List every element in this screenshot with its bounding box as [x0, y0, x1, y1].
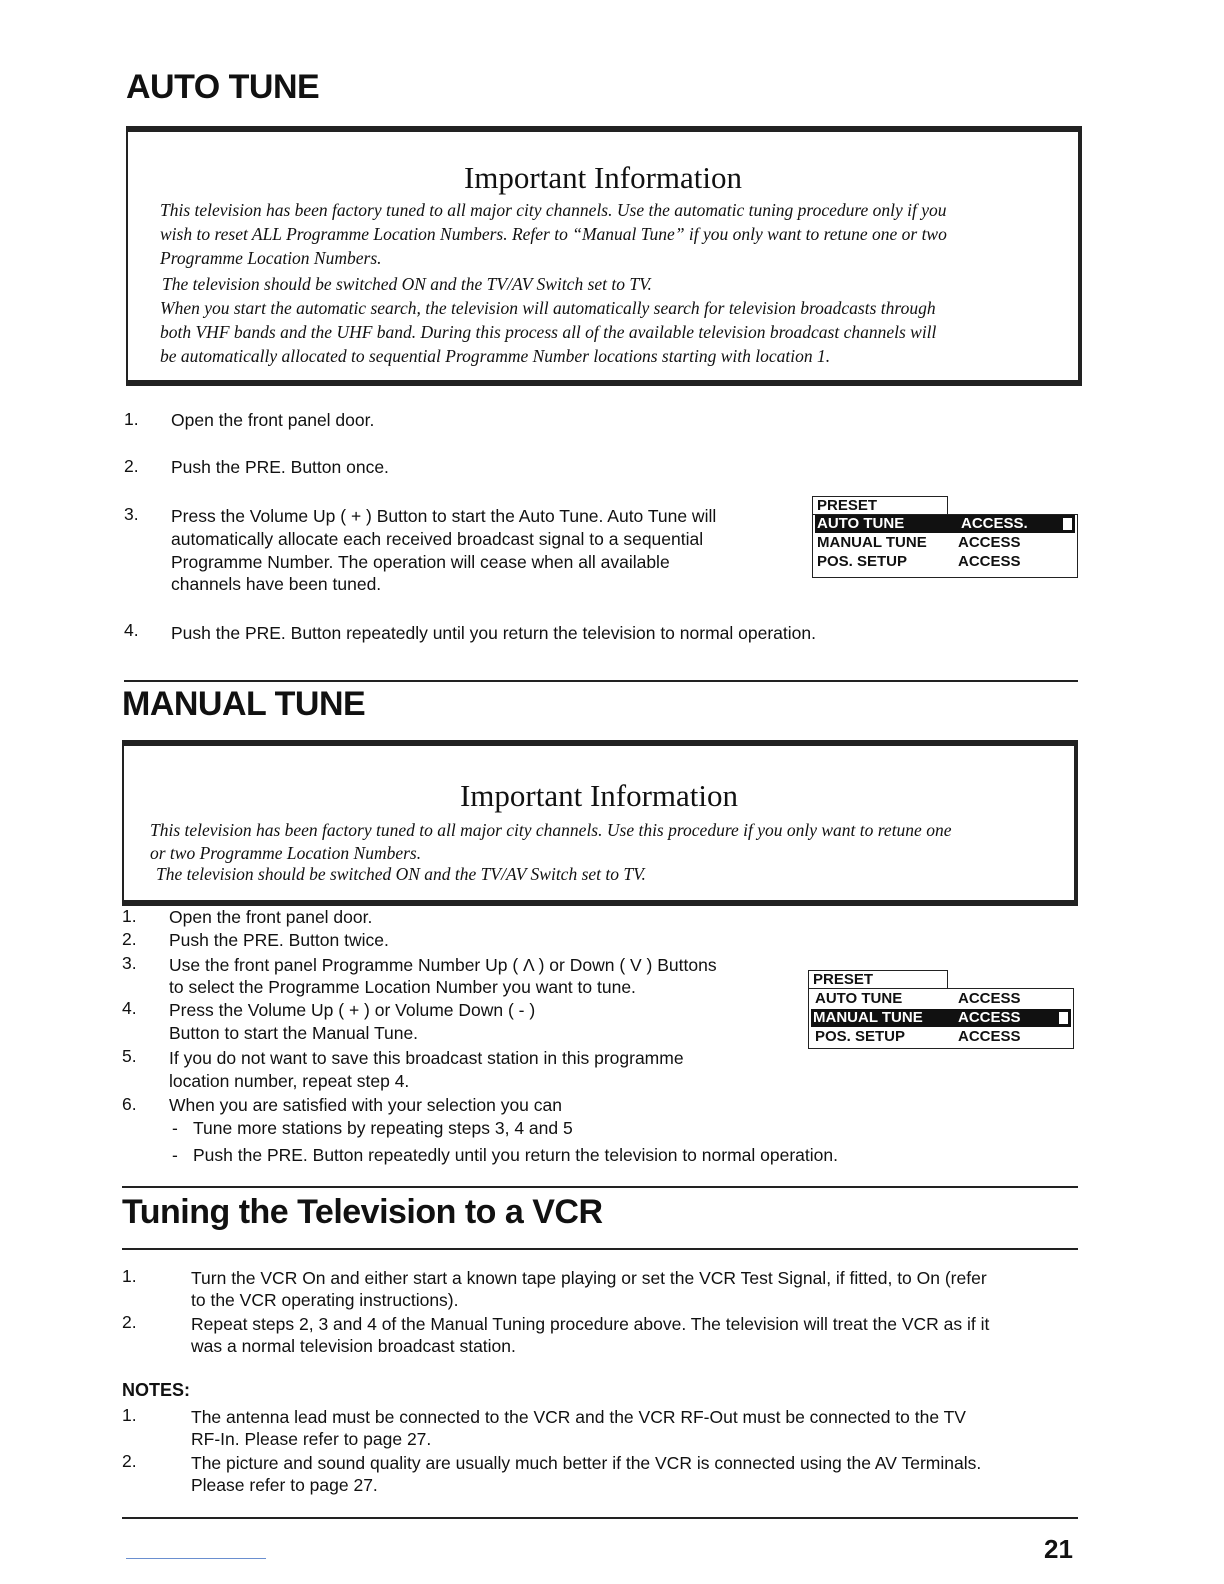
info-line: When you start the automatic search, the television will automatically search for television broadcasts through — [160, 298, 936, 318]
menu-row-pos-setup: POS. SETUP ACCESS — [817, 553, 1021, 570]
info-line: or two Programme Location Numbers. — [150, 843, 422, 863]
step-number: 2. — [122, 929, 137, 949]
step-text: to select the Programme Location Number you want to tune. — [169, 977, 636, 997]
auto-tune-preset-menu — [812, 496, 1078, 580]
note-text: Please refer to page 27. — [191, 1475, 378, 1495]
menu-title: PRESET — [812, 496, 948, 514]
step-number: 2. — [124, 456, 139, 476]
notes-heading: NOTES: — [122, 1380, 191, 1400]
step-number: 5. — [122, 1046, 137, 1066]
step-text: Programme Number. The operation will cease when all available — [171, 552, 670, 572]
cursor-block — [1059, 1012, 1068, 1024]
sub-step-bullet: - — [172, 1145, 178, 1165]
info-line: both VHF bands and the UHF band. During this process all of the available television broadcast channels will — [160, 322, 937, 342]
step-number: 1. — [122, 1266, 137, 1286]
menu-title: PRESET — [808, 970, 948, 988]
step-number: 6. — [122, 1094, 137, 1114]
sub-step-text: Tune more stations by repeating steps 3, 4 and 5 — [193, 1118, 573, 1138]
auto-tune-heading: AUTO TUNE — [126, 68, 320, 106]
step-text: Push the PRE. Button twice. — [169, 930, 389, 950]
step-text: Push the PRE. Button once. — [171, 457, 389, 477]
info-line: The television should be switched ON and the TV/AV Switch set to TV. — [156, 864, 646, 884]
note-number: 1. — [122, 1405, 137, 1425]
step-number: 1. — [122, 906, 137, 926]
info-line: This television has been factory tuned to all major city channels. Use this procedure if you only want to retune one — [150, 820, 952, 840]
manual-tune-preset-menu — [808, 970, 1074, 1050]
note-text: The picture and sound quality are usually much better if the VCR is connected using the AV Terminals. — [191, 1453, 982, 1473]
section-divider — [124, 680, 1078, 682]
step-text: If you do not want to save this broadcast station in this programme — [169, 1048, 684, 1068]
info-line: The television should be switched ON and the TV/AV Switch set to TV. — [162, 274, 652, 294]
section-divider — [122, 1186, 1078, 1188]
step-number: 2. — [122, 1312, 137, 1332]
step-number: 3. — [122, 953, 137, 973]
info-title: Important Information — [459, 778, 739, 813]
info-line: be automatically allocated to sequential Programme Number locations starting with location 1. — [160, 346, 831, 366]
menu-row-manual-tune: MANUAL TUNE ACCESS — [817, 534, 1021, 551]
menu-row-auto-tune: AUTO TUNE ACCESS — [815, 990, 1021, 1007]
step-number: 3. — [124, 504, 139, 524]
vcr-heading: Tuning the Television to a VCR — [122, 1193, 603, 1231]
page-number: 21 — [1044, 1534, 1073, 1564]
step-number: 1. — [124, 409, 139, 429]
sub-step-text: Push the PRE. Button repeatedly until you return the television to normal operation. — [193, 1145, 838, 1165]
step-text: Press the Volume Up ( + ) or Volume Down ( - ) — [169, 1000, 536, 1020]
step-text: location number, repeat step 4. — [169, 1071, 410, 1091]
step-text: was a normal television broadcast station. — [191, 1336, 516, 1356]
auto-tune-info-box — [126, 126, 1082, 386]
info-line: Programme Location Numbers. — [160, 248, 382, 268]
menu-row-manual-tune: MANUAL TUNE ACCESS — [811, 1009, 1071, 1027]
manual-tune-heading: MANUAL TUNE — [122, 685, 366, 723]
manual-tune-info-box — [122, 740, 1078, 906]
step-text: Open the front panel door. — [169, 907, 373, 927]
step-text: Press the Volume Up ( + ) Button to start the Auto Tune. Auto Tune will — [171, 506, 717, 526]
step-number: 4. — [122, 998, 137, 1018]
step-text: Open the front panel door. — [171, 410, 375, 430]
step-text: channels have been tuned. — [171, 574, 382, 594]
info-title: Important Information — [463, 160, 743, 195]
step-text: Use the front panel Programme Number Up ( Λ ) or Down ( V ) Buttons — [169, 955, 717, 975]
footer-divider — [122, 1517, 1078, 1519]
info-line: This television has been factory tuned to all major city channels. Use the automatic tuning procedure only if you — [160, 200, 947, 220]
step-text: Turn the VCR On and either start a known tape playing or set the VCR Test Signal, if fitted, to On (refer — [191, 1268, 987, 1288]
sub-step-bullet: - — [172, 1118, 178, 1138]
step-text: When you are satisfied with your selection you can — [169, 1095, 562, 1115]
note-text: RF-In. Please refer to page 27. — [191, 1429, 432, 1449]
footer-link-line — [126, 1558, 266, 1559]
section-divider — [122, 1248, 1078, 1250]
step-text: Repeat steps 2, 3 and 4 of the Manual Tuning procedure above. The television will treat the VCR as if it — [191, 1314, 990, 1334]
cursor-block — [1063, 518, 1072, 530]
step-text: automatically allocate each received broadcast signal to a sequential — [171, 529, 704, 549]
step-text: Button to start the Manual Tune. — [169, 1023, 419, 1043]
step-text: Push the PRE. Button repeatedly until you return the television to normal operation. — [171, 623, 816, 643]
menu-row-auto-tune: AUTO TUNE ACCESS. — [815, 515, 1075, 533]
note-number: 2. — [122, 1451, 137, 1471]
step-text: to the VCR operating instructions). — [191, 1290, 459, 1310]
step-number: 4. — [124, 620, 139, 640]
menu-row-pos-setup: POS. SETUP ACCESS — [815, 1028, 1021, 1045]
note-text: The antenna lead must be connected to the VCR and the VCR RF-Out must be connected to the TV — [191, 1407, 966, 1427]
info-line: wish to reset ALL Programme Location Numbers. Refer to “Manual Tune” if you only want to retune one or two — [160, 224, 947, 244]
